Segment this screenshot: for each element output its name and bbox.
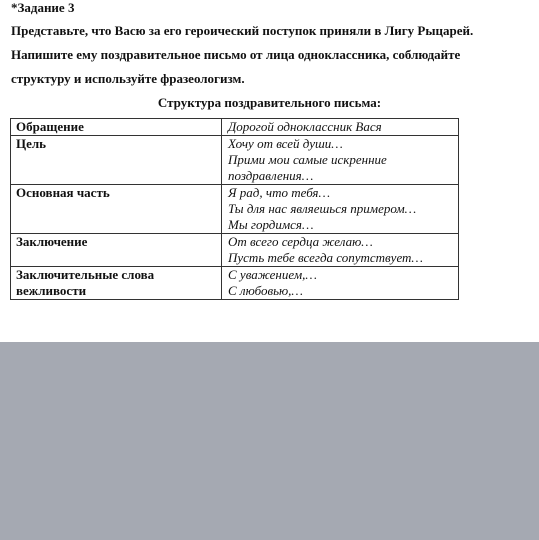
structure-title: Структура поздравительного письма: xyxy=(157,95,382,110)
table-row xyxy=(11,136,459,185)
example-phrase: Прими мои самые искренние xyxy=(228,152,387,167)
table-row xyxy=(11,185,459,234)
example-phrase: С уважением,… xyxy=(228,267,317,282)
part-label: Заключение xyxy=(16,234,88,249)
example-phrase: С любовью,… xyxy=(228,283,303,298)
task-title: *Задание 3 xyxy=(11,0,75,15)
part-label: вежливости xyxy=(16,283,87,298)
example-cell xyxy=(222,234,459,267)
example-cell xyxy=(222,119,459,136)
part-label: Заключительные слова xyxy=(16,267,155,282)
part-cell xyxy=(11,234,222,267)
empty-gray-area xyxy=(0,342,539,540)
task-text-line-2: Напишите ему поздравительное письмо от лица одноклассника, соблюдайте xyxy=(11,47,461,62)
part-cell xyxy=(11,185,222,234)
example-cell xyxy=(222,185,459,234)
part-cell xyxy=(11,267,222,300)
part-cell xyxy=(11,119,222,136)
table-row xyxy=(11,267,459,300)
example-phrase: Хочу от всей души… xyxy=(228,136,343,151)
example-phrase: поздравления… xyxy=(228,168,314,183)
task-text-line-3: структуру и используйте фразеологизм. xyxy=(11,71,245,86)
example-phrase: Ты для нас являешься примером… xyxy=(228,201,417,216)
example-phrase: Пусть тебе всегда сопутствует… xyxy=(228,250,423,265)
example-phrase: Я рад, что тебя… xyxy=(228,185,331,200)
part-label: Обращение xyxy=(16,119,84,134)
example-phrase: Дорогой одноклассник Вася xyxy=(228,119,382,134)
example-cell xyxy=(222,267,459,300)
example-phrase: От всего сердца желаю… xyxy=(228,234,373,249)
example-phrase: Мы гордимся… xyxy=(228,217,314,232)
table-row xyxy=(11,119,459,136)
example-cell xyxy=(222,136,459,185)
part-cell xyxy=(11,136,222,185)
part-label: Основная часть xyxy=(16,185,110,200)
part-label: Цель xyxy=(16,136,47,151)
table-row xyxy=(11,234,459,267)
letter-structure-table xyxy=(10,118,459,300)
task-text-line-1: Представьте, что Васю за его героический поступок приняли в Лигу Рыцарей. xyxy=(11,23,474,38)
